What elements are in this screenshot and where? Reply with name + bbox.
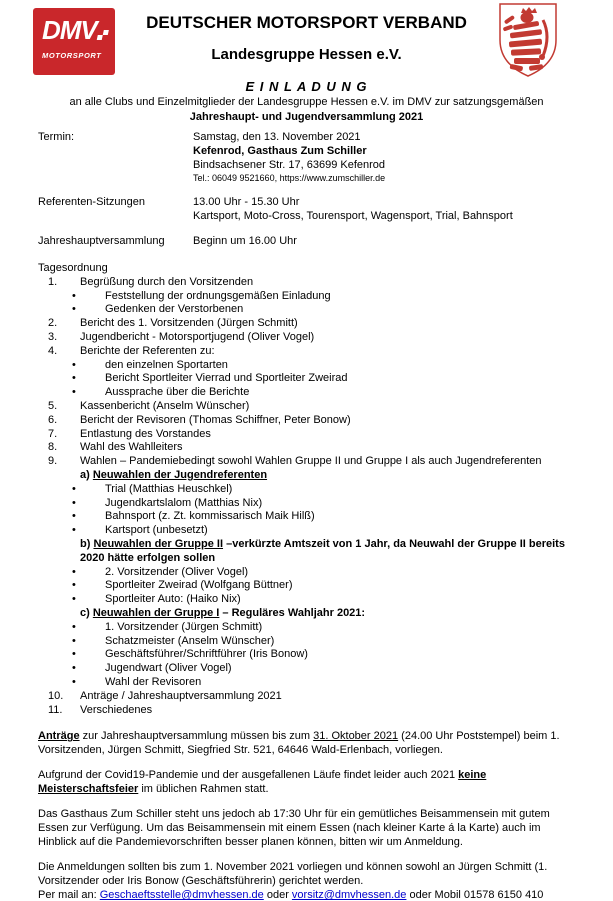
bullet-icon: • (72, 662, 76, 675)
bullet-icon: • (72, 634, 76, 647)
bullet-text: Bericht Sportleiter Vierrad und Sportleiter Zweirad (105, 372, 348, 385)
detail-label: Jahreshauptversammlung (38, 235, 165, 247)
agenda-text: Jugendbericht - Motorsportjugend (Oliver Vogel) (80, 330, 315, 343)
bullet-icon: • (72, 496, 76, 509)
text-run: oder Mobil 01578 6150 410 (406, 889, 544, 901)
hessen-coat-of-arms-icon (496, 2, 560, 80)
agenda-subheading (80, 607, 578, 621)
bullet-text: Aussprache über die Berichte (105, 386, 250, 399)
bullet-text: Bahnsport (z. Zt. kommissarisch Maik Hilß) (105, 510, 315, 523)
bullet-icon: • (72, 372, 76, 385)
event-details (0, 130, 613, 248)
bullet-text: 2. Vorsitzender (Oliver Vogel) (105, 565, 249, 578)
org-title: DEUTSCHER MOTORSPORT VERBAND (146, 13, 467, 32)
detail-label: Termin: (38, 131, 75, 143)
agenda-text: Berichte der Referenten zu: (80, 344, 215, 357)
bullet-text: Feststellung der ordnungsgemäßen Einladung (105, 289, 331, 302)
bullet-text: Jugendkartslalom (Matthias Nix) (105, 496, 263, 509)
document-header (0, 0, 613, 124)
bullet-text: Trial (Matthias Heuschkel) (105, 482, 233, 495)
agenda-item (38, 331, 578, 345)
agenda-item (38, 400, 578, 414)
agenda-title: Tagesordnung (38, 262, 108, 274)
detail-line: 13.00 Uhr - 15.30 Uhr (193, 196, 300, 208)
text-run: keine Meisterschaftsfeier (38, 769, 487, 796)
bullet-text: Jugendwart (Oliver Vogel) (105, 662, 232, 675)
bullet-text: Sportleiter Zweirad (Wolfgang Büttner) (105, 579, 293, 592)
agenda-number: 11. (48, 703, 63, 716)
agenda-item (38, 414, 578, 428)
bullet-icon: • (72, 620, 76, 633)
text-run: Neuwahlen der Gruppe I (92, 606, 220, 619)
text-run: Anträge (38, 730, 80, 743)
text-run: c) (80, 606, 93, 619)
text-run: 31. Oktober 2021 (313, 730, 399, 743)
detail-value (193, 130, 583, 184)
agenda-bullet (38, 524, 578, 538)
paragraph (38, 729, 577, 757)
detail-line: Bindsachsener Str. 17, 63699 Kefenrod (193, 159, 386, 171)
agenda-item (38, 690, 578, 704)
text-run: Das Gasthaus Zum Schiller steht uns jedoch ab 17:30 Uhr für ein gemütliches Beisammensein mit gutem Essen zur Verfügung. Um das Beisammensein mit einem Essen (nach kleiner Karte á la Karte) auch im Hinblick auf die Pandemievorschriften besser planen können, bitten wir um Anmeldung. (38, 808, 550, 849)
detail-row (38, 130, 583, 184)
agenda-bullet (38, 303, 578, 317)
agenda-text: Wahl des Wahlleiters (80, 441, 183, 454)
bullet-icon: • (72, 524, 76, 537)
agenda-text: Verschiedenes (80, 703, 153, 716)
detail-line: Samstag, den 13. November 2021 (193, 131, 361, 143)
paragraph (38, 807, 577, 849)
agenda-subheading (80, 538, 578, 566)
text-run: – Reguläres Wahljahr 2021: (219, 606, 366, 619)
bullet-text: Wahl der Revisoren (105, 675, 202, 688)
bullet-text: Sportleiter Auto: (Haiko Nix) (105, 593, 241, 606)
agenda-text: Anträge / Jahreshauptversammlung 2021 (80, 689, 282, 702)
invitation-addressees: an alle Clubs und Einzelmitglieder der Landesgruppe Hessen e.V. im DMV zur satzungsgemäßen (69, 96, 544, 108)
text-run: (24.00 Uhr Poststempel) beim 1. Vorsitzenden, Jürgen Schmitt, Siegfried Str. 521, 64646 Wald-Erlenbach, vorliegen. (38, 730, 560, 757)
text-run: Per mail an: (38, 889, 100, 901)
detail-line: Beginn um 16.00 Uhr (193, 235, 297, 247)
agenda-number: 3. (48, 330, 58, 343)
agenda-item (38, 455, 578, 469)
agenda-item (38, 345, 578, 359)
paragraph (38, 768, 577, 796)
agenda-bullet (38, 621, 578, 635)
agenda-bullet (38, 635, 578, 649)
logo-text: DMV (42, 15, 97, 45)
agenda-items (38, 276, 578, 718)
dmv-logo (33, 8, 115, 75)
agenda-text: Bericht des 1. Vorsitzenden (Jürgen Schmitt) (80, 317, 298, 330)
agenda-text: Begrüßung durch den Vorsitzenden (80, 275, 254, 288)
bullet-icon: • (72, 303, 76, 316)
bullet-text: Geschäftsführer/Schriftführer (Iris Bonow) (105, 648, 308, 661)
invitation-event-title: Jahreshaupt- und Jugendversammlung 2021 (189, 111, 424, 123)
agenda-bullet (38, 676, 578, 690)
email-link[interactable]: Geschaeftsstelle@dmvhessen.de (99, 889, 264, 901)
text-run: a) (80, 468, 93, 481)
bullet-text: Gedenken der Verstorbenen (105, 303, 244, 316)
agenda-number: 9. (48, 455, 58, 468)
agenda-text: Bericht der Revisoren (Thomas Schiffner, Peter Bonow) (80, 413, 351, 426)
paragraph (38, 888, 577, 901)
checkered-flag-icon (97, 30, 109, 40)
agenda-number: 6. (48, 413, 58, 426)
bullet-icon: • (72, 593, 76, 606)
detail-row (38, 195, 583, 223)
agenda-number: 7. (48, 427, 58, 440)
detail-row (38, 234, 583, 248)
email-link[interactable]: vorsitz@dmvhessen.de (291, 889, 407, 901)
agenda-bullet (38, 579, 578, 593)
text-run: –verkürzte Amtszeit von 1 Jahr, da Neuwahl der Gruppe II bereits 2020 hätte erfolgen sollen (80, 537, 565, 564)
agenda-item (38, 441, 578, 455)
detail-line: Tel.: 06049 9521660, https://www.zumschiller.de (193, 173, 386, 183)
agenda-number: 2. (48, 317, 58, 330)
bullet-text: Schatzmeister (Anselm Wünscher) (105, 634, 275, 647)
text-run: Neuwahlen der Jugendreferenten (92, 468, 268, 481)
text-run: zur Jahreshauptversammlung müssen bis zum (79, 730, 314, 743)
bullet-icon: • (72, 289, 76, 302)
bullet-text: den einzelnen Sportarten (105, 358, 228, 371)
detail-line: Kartsport, Moto-Cross, Tourensport, Wagensport, Trial, Bahnsport (193, 210, 513, 222)
agenda (0, 262, 613, 717)
agenda-bullet (38, 290, 578, 304)
agenda-number: 5. (48, 399, 58, 412)
agenda-item (38, 276, 578, 290)
agenda-text: Entlastung des Vorstandes (80, 427, 211, 440)
bullet-icon: • (72, 482, 76, 495)
logo-wordmark (33, 8, 115, 43)
agenda-item (38, 317, 578, 331)
bullet-icon: • (72, 358, 76, 371)
bullet-icon: • (72, 386, 76, 399)
agenda-text: Wahlen – Pandemiebedingt sowohl Wahlen Gruppe II und Gruppe I als auch Jugendreferenten (80, 455, 542, 468)
agenda-number: 8. (48, 441, 58, 454)
bullet-text: Kartsport (unbesetzt) (105, 524, 208, 537)
closing-paragraphs (0, 729, 613, 901)
agenda-number: 4. (48, 344, 58, 357)
text-run: Aufgrund der Covid19-Pandemie und der ausgefallenen Läufe findet leider auch 2021 (38, 769, 459, 782)
agenda-item (38, 704, 578, 718)
detail-value (193, 195, 583, 223)
text-run: im üblichen Rahmen statt. (138, 783, 269, 796)
bullet-icon: • (72, 565, 76, 578)
org-subtitle: Landesgruppe Hessen e.V. (211, 46, 402, 63)
text-run: b) (80, 537, 94, 550)
agenda-bullet (38, 483, 578, 497)
text-run: oder (263, 889, 292, 901)
agenda-subheading (80, 469, 578, 483)
bullet-icon: • (72, 510, 76, 523)
detail-label: Referenten-Sitzungen (38, 196, 146, 208)
detail-line: Kefenrod, Gasthaus Zum Schiller (193, 145, 367, 157)
bullet-text: 1. Vorsitzender (Jürgen Schmitt) (105, 620, 263, 633)
paragraph (38, 860, 577, 888)
agenda-bullet (38, 372, 578, 386)
agenda-bullet (38, 359, 578, 373)
bullet-icon: • (72, 675, 76, 688)
detail-value (193, 234, 583, 248)
agenda-bullet (38, 566, 578, 580)
agenda-bullet (38, 497, 578, 511)
agenda-bullet (38, 593, 578, 607)
agenda-text: Kassenbericht (Anselm Wünscher) (80, 399, 250, 412)
text-run: Neuwahlen der Gruppe II (93, 537, 224, 550)
agenda-bullet (38, 510, 578, 524)
text-run: Die Anmeldungen sollten bis zum 1. November 2021 vorliegen und können sowohl an Jürgen Schmitt (1. Vorsitzender oder Iris Bonow (Geschäftsführerin) gerichtet werden. (38, 861, 548, 888)
agenda-bullet (38, 386, 578, 400)
agenda-number: 1. (48, 275, 58, 288)
bullet-icon: • (72, 648, 76, 661)
logo-subtext: MOTORSPORT (42, 51, 102, 60)
bullet-icon: • (72, 579, 76, 592)
agenda-bullet (38, 662, 578, 676)
agenda-bullet (38, 648, 578, 662)
invitation-heading: E I N L A D U N G (245, 79, 368, 94)
agenda-item (38, 428, 578, 442)
agenda-number: 10. (48, 689, 64, 702)
